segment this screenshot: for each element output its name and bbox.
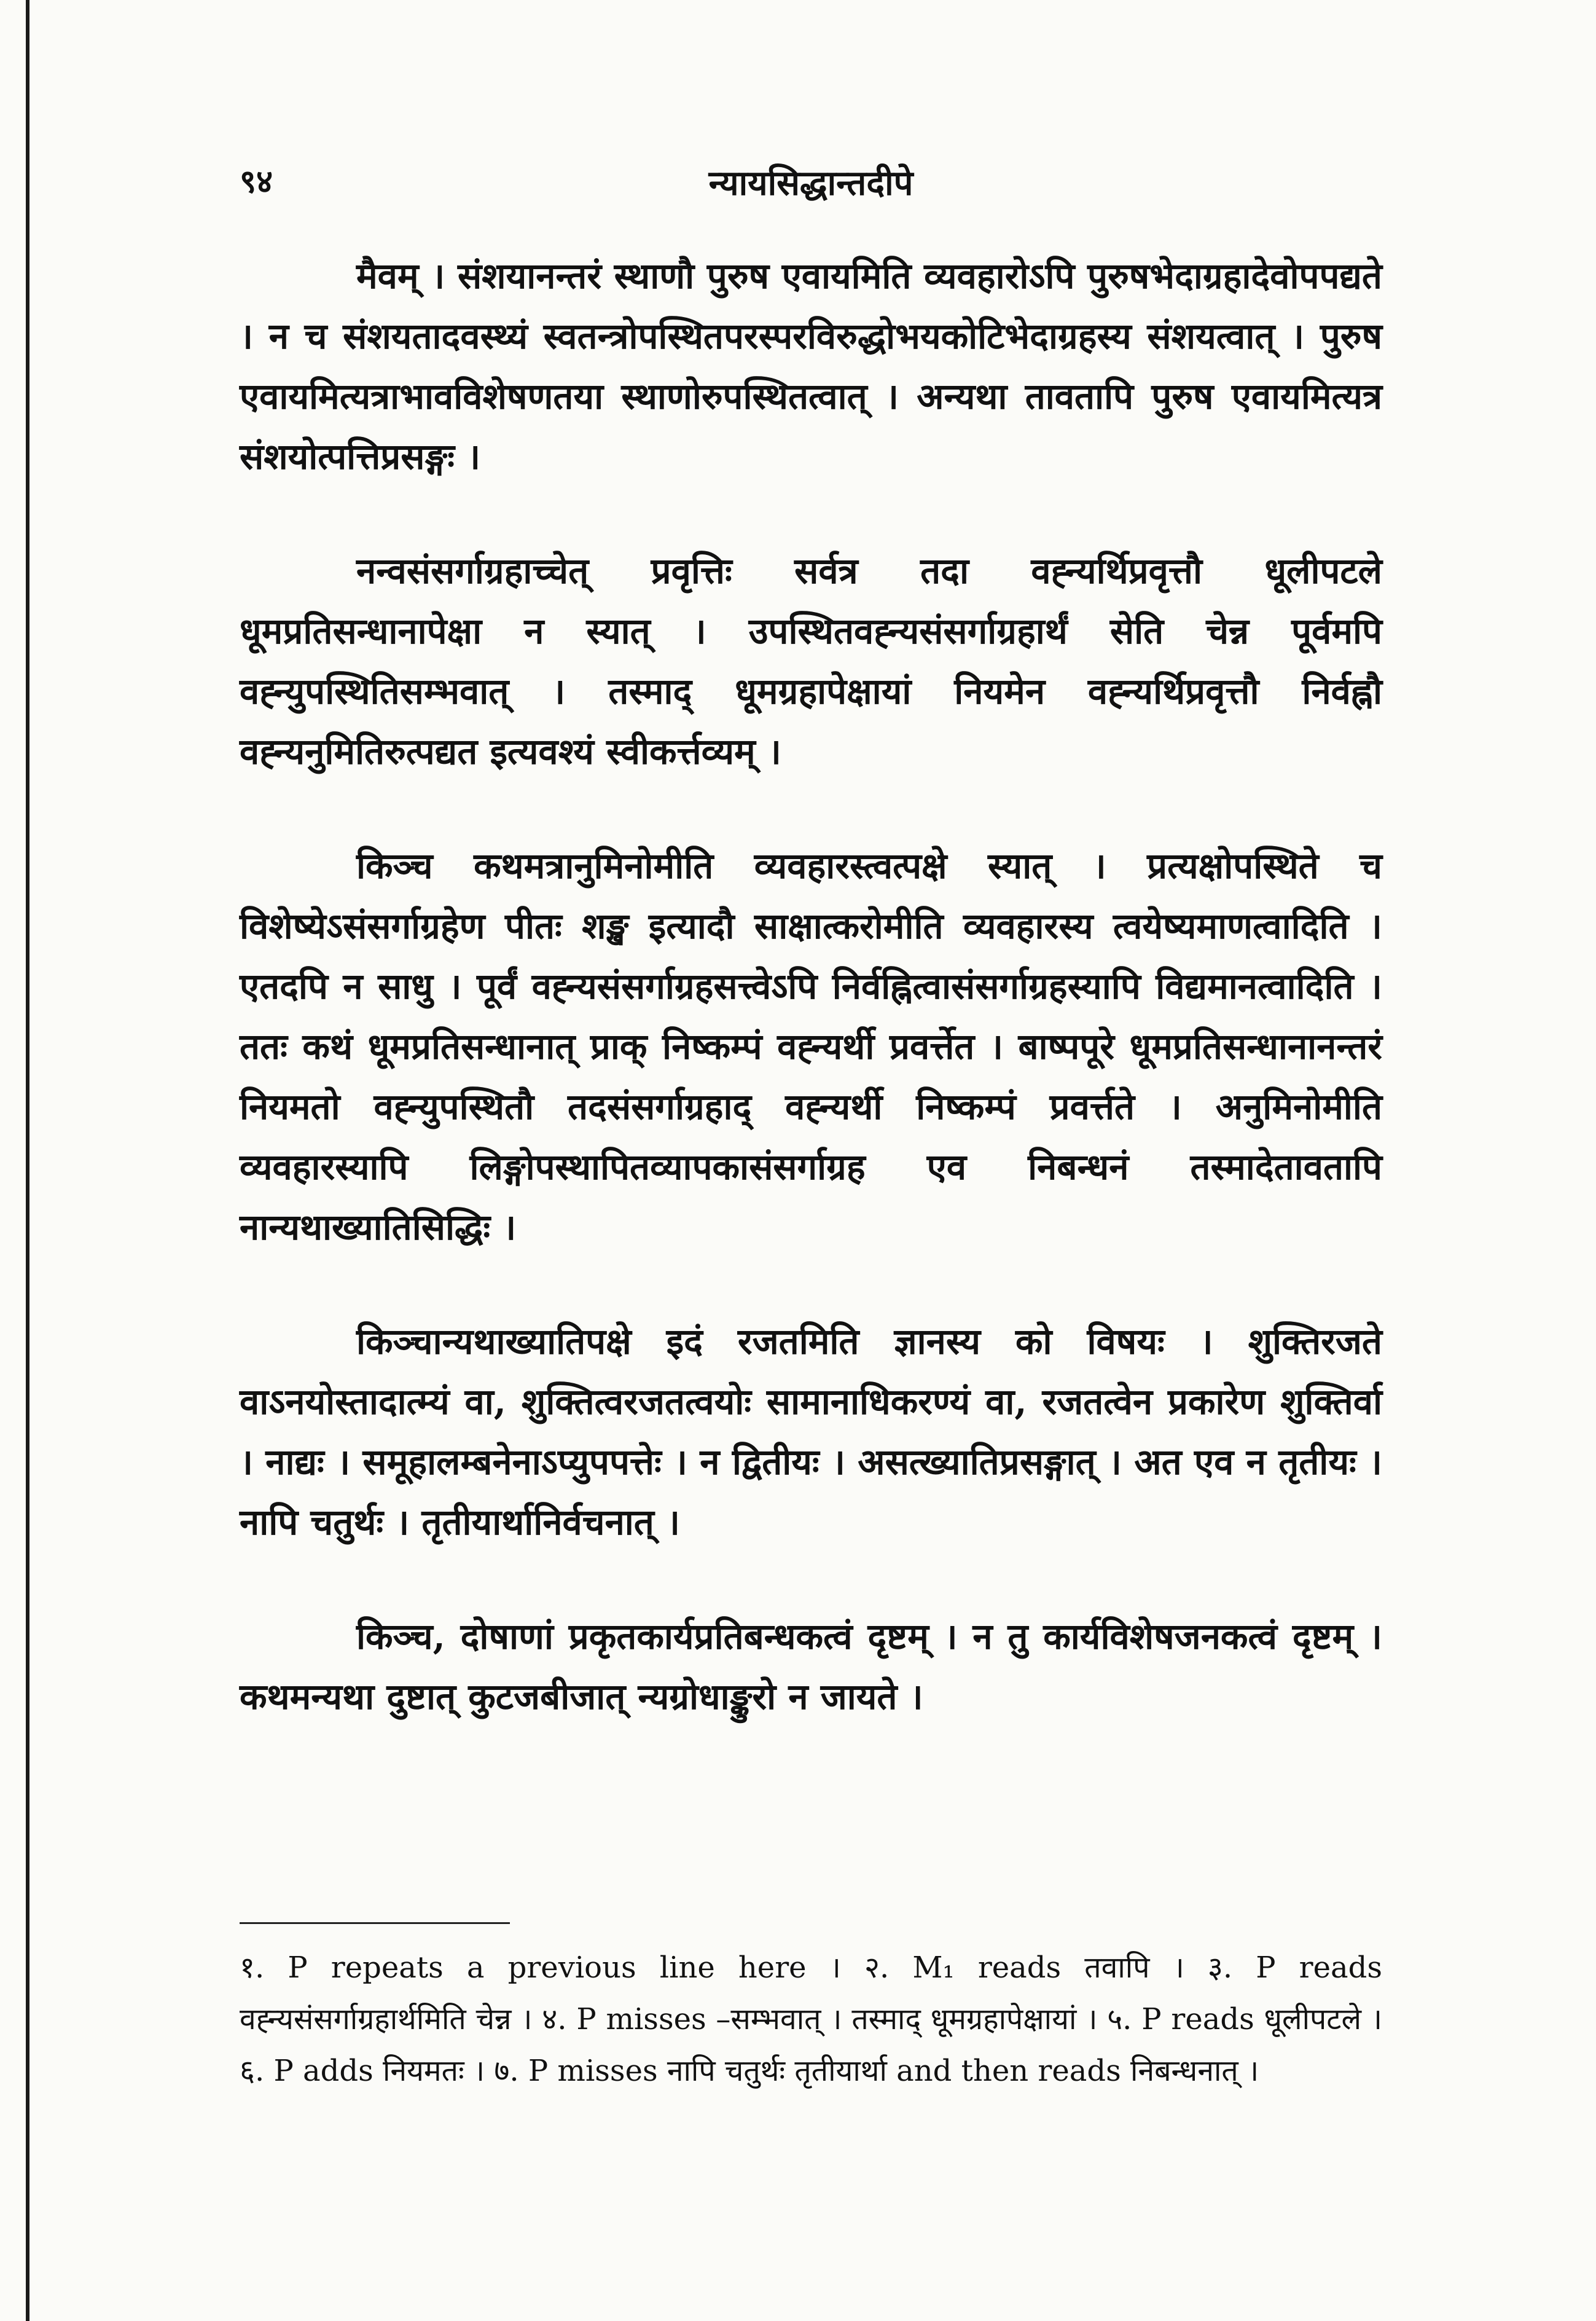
paragraph: नन्वसंसर्गाग्रहाच्चेत् प्रवृत्तिः सर्वत्र तदा वह्न्यर्थिप्रवृत्तौ धूलीपटले धूमप्रतिसन्धानापेक्षा न स्यात् । उपस्थितवह्न्यसंसर्गाग्रहार्थं सेति चेन्न पूर्वमपि वह्न्युपस्थितिसम्भवात् । तस्माद् धूमग्रहापेक्षायां नियमेन वह्न्यर्थिप्रवृत्तौ निर्वह्नौ वह्न्यनुमितिरुत्पद्यत इत्यवश्यं स्वीकर्त्तव्यम् । [240,550,1382,772]
running-title: न्यायसिद्धान्तदीपे [708,163,913,203]
paragraph: किञ्च, दोषाणां प्रकृतकार्यप्रतिबन्धकत्वं दृष्टम् । न तु कार्यविशेषजनकत्वं दृष्टम् । कथमन्यथा दुष्टात् कुटजबीजात् न्यग्रोधाङ्कुरो न जायते । [240,1616,1382,1718]
footnote: २. M₁ reads तवापि । [864,1950,1184,1985]
footnote: ३. P reads वह्न्यसंसर्गाग्रहार्थमिति चेन्न । [240,1950,1382,2036]
footnote: ६. P adds नियमतः । [240,2054,485,2088]
footnote: १. P repeats a previous line here । [240,1950,841,1985]
footnote: ७. P misses नापि चतुर्थः तृतीयार्था and then reads निबन्धनात् । [494,2054,1259,2088]
paragraph: मैवम् । संशयानन्तरं स्थाणौ पुरुष एवायमिति व्यवहारोऽपि पुरुषभेदाग्रहादेवोपपद्यते । न च संशयतादवस्थ्यं स्वतन्त्रोपस्थितपरस्परविरुद्धोभयकोटिभेदाग्रहस्य संशयत्वात् । पुरुष एवायमित्यत्राभावविशेषणतया स्थाणोरुपस्थितत्वात् । अन्यथा तावतापि पुरुष एवायमित्यत्र संशयोत्पत्तिप्रसङ्गः । [240,255,1382,477]
page-header [240,159,1382,214]
footnote: ४. P misses –सम्भवात् । तस्माद् धूमग्रहापेक्षायां । [542,2002,1098,2036]
footnote-rule [240,1922,510,1924]
page-number: ९४ [240,163,273,200]
paragraph: किञ्च कथमत्रानुमिनोमीति व्यवहारस्त्वत्पक्षे स्यात् । प्रत्यक्षोपस्थिते च विशेष्येऽसंसर्गाग्रहेण पीतः शङ्ख इत्यादौ साक्षात्करोमीति व्यवहारस्य त्वयेष्यमाणत्वादिति । एतदपि न साधु । पूर्वं वह्न्यसंसर्गाग्रहसत्त्वेऽपि निर्वह्नित्वासंसर्गाग्रहस्यापि विद्यमानत्वादिति । ततः कथं धूमप्रतिसन्धानात् प्राक् निष्कम्पं वह्न्यर्थी प्रवर्त्तेत । बाष्पपूरे धूमप्रतिसन्धानानन्तरं नियमतो वह्न्युपस्थितौ तदसंसर्गाग्रहाद् वह्न्यर्थी निष्कम्पं प्रवर्त्तते । अनुमिनोमीति व्यवहारस्यापि लिङ्गोपस्थापितव्यापकासंसर्गाग्रह एव निबन्धनं तस्मादेतावतापि नान्यथाख्यातिसिद्धिः । [240,845,1382,1248]
page-binding-edge [26,0,29,2321]
footnotes [240,1942,1382,2097]
footnote: ५. P reads धूलीपटले । [1107,2002,1383,2036]
paragraph: किञ्चान्यथाख्यातिपक्षे इदं रजतमिति ज्ञानस्य को विषयः । शुक्तिरजते वाऽनयोस्तादात्म्यं वा, शुक्तित्वरजतत्वयोः सामानाधिकरण्यं वा, रजतत्वेन प्रकारेण शुक्तिर्वा । नाद्यः । समूहालम्बनेनाऽप्युपपत्तेः । न द्वितीयः । असत्ख्यातिप्रसङ्गात् । अत एव न तृतीयः । नापि चतुर्थः । तृतीयार्थानिर्वचनात् । [240,1321,1382,1543]
main-text [240,246,1382,1727]
